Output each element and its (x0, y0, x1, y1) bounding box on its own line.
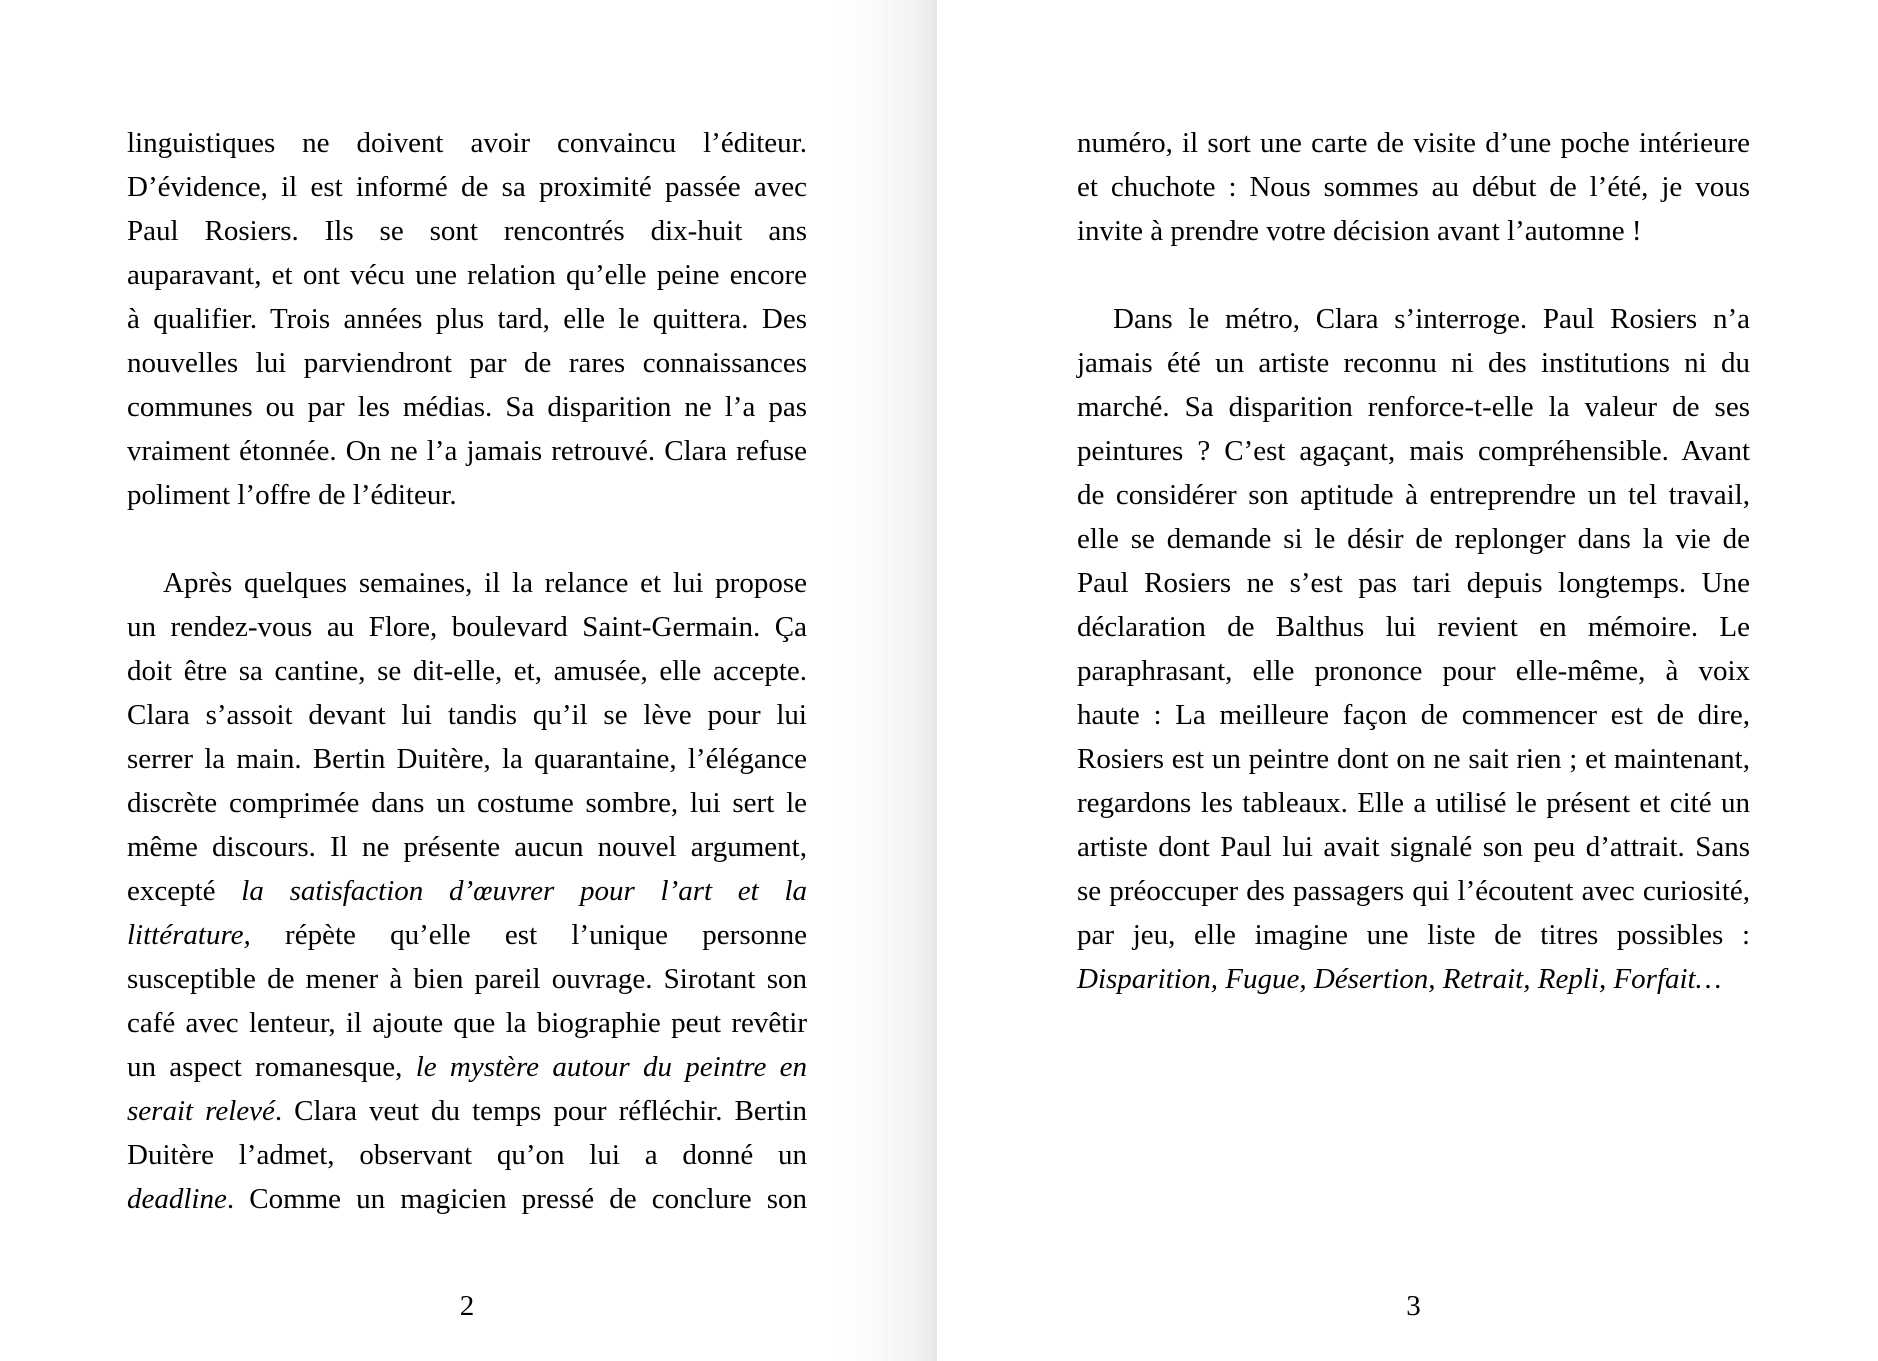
text-segment: un aspect romanesque, (127, 1051, 416, 1083)
text-segment: même discours. Il ne présente aucun nouvel argument, (127, 831, 807, 863)
paragraph (127, 561, 807, 1221)
text-line (127, 253, 807, 297)
italic-text-segment: deadline (127, 1183, 227, 1215)
page-left-text-column (127, 121, 807, 1221)
text-segment: elle se demande si le désir de replonger dans la vie de (1077, 523, 1750, 555)
text-segment: invite à prendre votre décision avant l’automne ! (1077, 215, 1642, 247)
text-segment: haute : La meilleure façon de commencer est de dire, (1077, 699, 1750, 731)
paragraph (1077, 121, 1750, 253)
text-segment: peintures ? C’est agaçant, mais compréhensible. Avant (1077, 435, 1750, 467)
text-line (127, 957, 807, 1001)
text-line (127, 737, 807, 781)
text-segment: se préoccuper des passagers qui l’écoutent avec curiosité, (1077, 875, 1750, 907)
text-line (1077, 649, 1750, 693)
page-right-text-column (1077, 121, 1750, 1001)
text-line (1077, 957, 1750, 1001)
italic-text-segment: le mystère autour du peintre en (415, 1051, 807, 1083)
text-line (127, 473, 807, 517)
text-segment: serrer la main. Bertin Duitère, la quarantaine, l’élégance (127, 743, 807, 775)
gutter-shadow (833, 0, 937, 1361)
text-segment: par jeu, elle imagine une liste de titres possibles : (1077, 919, 1750, 951)
text-segment: D’évidence, il est informé de sa proximité passée avec (127, 171, 807, 203)
text-line (1077, 605, 1750, 649)
text-line (127, 1133, 807, 1177)
text-line (127, 121, 807, 165)
text-line (127, 1045, 807, 1089)
text-segment: nouvelles lui parviendront par de rares connaissances (127, 347, 807, 379)
text-line (127, 913, 807, 957)
italic-text-segment: littérature, (127, 919, 251, 951)
text-line (1077, 693, 1750, 737)
text-line (127, 385, 807, 429)
text-segment: susceptible de mener à bien pareil ouvrage. Sirotant son (127, 963, 807, 995)
text-line (127, 825, 807, 869)
text-line (1077, 825, 1750, 869)
text-line (1077, 737, 1750, 781)
text-segment: déclaration de Balthus lui revient en mémoire. Le (1077, 611, 1750, 643)
italic-text-segment: serait relevé (127, 1095, 275, 1127)
text-line (1077, 913, 1750, 957)
text-segment: vraiment étonnée. On ne l’a jamais retrouvé. Clara refuse (127, 435, 807, 467)
text-segment: Dans le métro, Clara s’interroge. Paul Rosiers n’a (1113, 303, 1750, 335)
text-segment: doit être sa cantine, se dit-elle, et, amusée, elle accepte. (127, 655, 807, 687)
text-segment: auparavant, et ont vécu une relation qu’elle peine encore (127, 259, 807, 291)
text-segment: Duitère l’admet, observant qu’on lui a donné un (127, 1139, 807, 1171)
text-segment: Après quelques semaines, il la relance et lui propose (163, 567, 807, 599)
text-segment: café avec lenteur, il ajoute que la biographie peut revêtir (127, 1007, 807, 1039)
text-line (1077, 121, 1750, 165)
text-line (127, 165, 807, 209)
text-segment: un rendez-vous au Flore, boulevard Saint-Germain. Ça (127, 611, 807, 643)
text-segment: . Clara veut du temps pour réfléchir. Bertin (274, 1095, 808, 1127)
page-left-number: 2 (459, 1290, 475, 1322)
text-segment: paraphrasant, elle prononce pour elle-même, à voix (1077, 655, 1750, 687)
paragraph (1077, 297, 1750, 1001)
text-line (127, 561, 807, 605)
text-segment: Clara s’assoit devant lui tandis qu’il se lève pour lui (127, 699, 807, 731)
text-segment: poliment l’offre de l’éditeur. (127, 479, 457, 511)
text-line (1077, 209, 1750, 253)
text-segment: jamais été un artiste reconnu ni des institutions ni du (1077, 347, 1750, 379)
text-line (1077, 429, 1750, 473)
text-segment: excepté (127, 875, 242, 907)
text-line (1077, 517, 1750, 561)
text-segment: et chuchote : Nous sommes au début de l’été, je vous (1077, 171, 1750, 203)
text-segment: Rosiers est un peintre dont on ne sait rien ; et maintenant, (1077, 743, 1750, 775)
text-segment: linguistiques ne doivent avoir convaincu l’éditeur. (127, 127, 807, 159)
paragraph (127, 121, 807, 517)
text-segment: répète qu’elle est l’unique personne (250, 919, 807, 951)
text-segment: communes ou par les médias. Sa disparition ne l’a pas (127, 391, 807, 423)
italic-text-segment: Disparition, Fugue, Désertion, Retrait, Repli, Forfait… (1077, 963, 1722, 995)
text-line (1077, 297, 1750, 341)
text-line (127, 781, 807, 825)
page-right-number: 3 (1406, 1290, 1421, 1322)
text-segment: Paul Rosiers ne s’est pas tari depuis longtemps. Une (1077, 567, 1750, 599)
text-line (127, 649, 807, 693)
text-line (1077, 561, 1750, 605)
text-line (127, 1089, 807, 1133)
text-line (127, 341, 807, 385)
text-line (127, 693, 807, 737)
text-line (1077, 341, 1750, 385)
text-segment: marché. Sa disparition renforce-t-elle la valeur de ses (1077, 391, 1750, 423)
text-line (127, 1001, 807, 1045)
text-line (1077, 869, 1750, 913)
text-segment: numéro, il sort une carte de visite d’une poche intérieure (1077, 127, 1750, 159)
italic-text-segment: la satisfaction d’œuvrer pour l’art et la (241, 875, 807, 907)
text-line (1077, 385, 1750, 429)
text-line (127, 869, 807, 913)
text-line (127, 209, 807, 253)
text-line (127, 429, 807, 473)
text-line (127, 297, 807, 341)
text-segment: Paul Rosiers. Ils se sont rencontrés dix-huit ans (127, 215, 807, 247)
text-segment: artiste dont Paul lui avait signalé son peu d’attrait. Sans (1077, 831, 1750, 863)
text-segment: . Comme un magicien pressé de conclure son (226, 1183, 807, 1215)
text-line (1077, 165, 1750, 209)
text-line (127, 1177, 807, 1221)
text-line (1077, 781, 1750, 825)
text-segment: de considérer son aptitude à entreprendre un tel travail, (1077, 479, 1750, 511)
text-segment: regardons les tableaux. Elle a utilisé le présent et cité un (1077, 787, 1750, 819)
text-segment: discrète comprimée dans un costume sombre, lui sert le (127, 787, 807, 819)
text-segment: à qualifier. Trois années plus tard, elle le quittera. Des (127, 303, 807, 335)
text-line (1077, 473, 1750, 517)
text-line (127, 605, 807, 649)
